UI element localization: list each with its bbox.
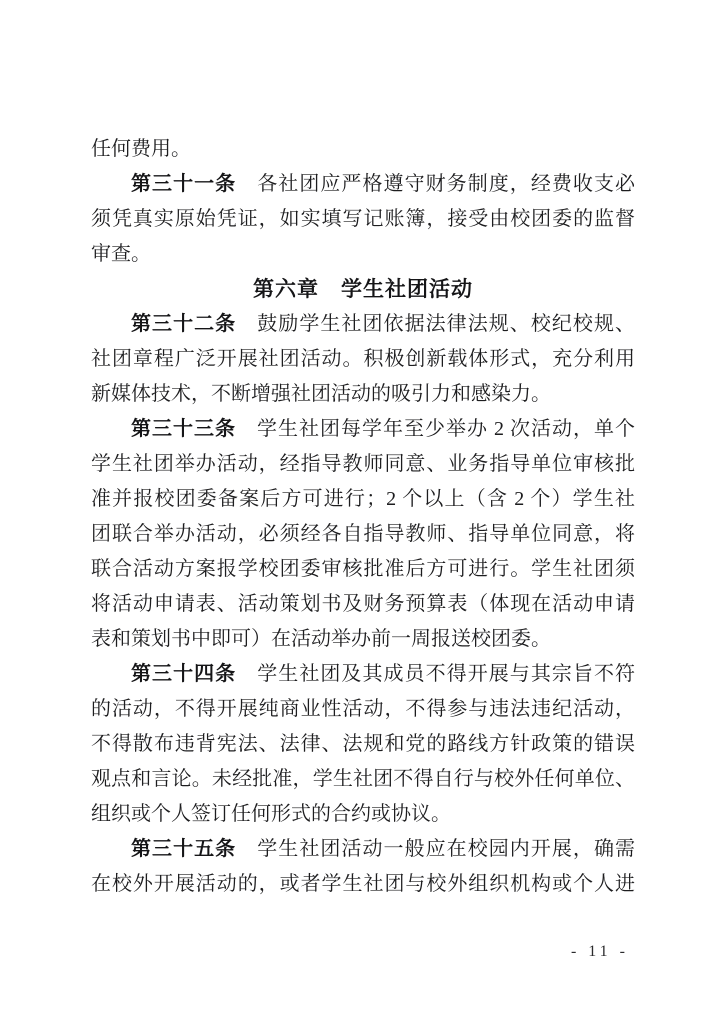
document-text-block bbox=[91, 132, 635, 902]
doc-line: 社团章程广泛开展社团活动。积极创新载体形式，充分利用 bbox=[91, 348, 635, 370]
article-start-line bbox=[91, 832, 635, 867]
page-number: - 11 - bbox=[570, 943, 629, 960]
article-body-text: 鼓励学生社团依据法律法规、校纪校规、 bbox=[236, 313, 636, 335]
doc-line: 不得散布违背宪法、法律、法规和党的路线方针政策的错误 bbox=[91, 733, 635, 755]
article-number: 第三十四条 bbox=[131, 663, 237, 685]
chapter-heading: 第六章 学生社团活动 bbox=[253, 277, 473, 301]
article-start-line bbox=[91, 167, 635, 202]
doc-line: 的活动，不得开展纯商业性活动，不得参与违法违纪活动， bbox=[91, 698, 635, 720]
doc-line: 观点和言论。未经批准，学生社团不得自行与校外任何单位、 bbox=[91, 768, 635, 790]
article-start-line bbox=[91, 412, 635, 447]
doc-line: 准并报校团委备案后方可进行；2 个以上（含 2 个）学生社 bbox=[91, 488, 635, 510]
article-body-text: 学生社团每学年至少举办 2 次活动，单个 bbox=[236, 418, 635, 440]
article-body-text: 学生社团及其成员不得开展与其宗旨不符 bbox=[236, 663, 636, 685]
article-number: 第三十五条 bbox=[131, 838, 237, 860]
doc-line: 学生社团举办活动，经指导教师同意、业务指导单位审核批 bbox=[91, 453, 635, 475]
doc-line: 在校外开展活动的，或者学生社团与校外组织机构或个人进 bbox=[91, 873, 635, 895]
article-body-text: 各社团应严格遵守财务制度，经费收支必 bbox=[236, 173, 636, 195]
article-number: 第三十一条 bbox=[131, 173, 237, 195]
doc-line: 须凭真实原始凭证，如实填写记账簿，接受由校团委的监督 bbox=[91, 208, 635, 230]
article-number: 第三十三条 bbox=[131, 418, 236, 440]
doc-line: 将活动申请表、活动策划书及财务预算表（体现在活动申请 bbox=[91, 593, 635, 615]
article-number: 第三十二条 bbox=[131, 313, 237, 335]
doc-line: 新媒体技术，不断增强社团活动的吸引力和感染力。 bbox=[91, 383, 551, 405]
article-start-line bbox=[91, 657, 635, 692]
doc-line: 联合活动方案报学校团委审核批准后方可进行。学生社团须 bbox=[91, 558, 635, 580]
doc-line: 审查。 bbox=[91, 243, 151, 265]
doc-line: 团联合举办活动，必须经各自指导教师、指导单位同意，将 bbox=[91, 523, 635, 545]
doc-line: 组织或个人签订任何形式的合约或协议。 bbox=[91, 803, 451, 825]
article-body-text: 学生社团活动一般应在校园内开展，确需 bbox=[236, 838, 636, 860]
article-start-line bbox=[91, 307, 635, 342]
doc-line: 任何费用。 bbox=[91, 138, 191, 160]
doc-line: 表和策划书中即可）在活动举办前一周报送校团委。 bbox=[91, 628, 551, 650]
